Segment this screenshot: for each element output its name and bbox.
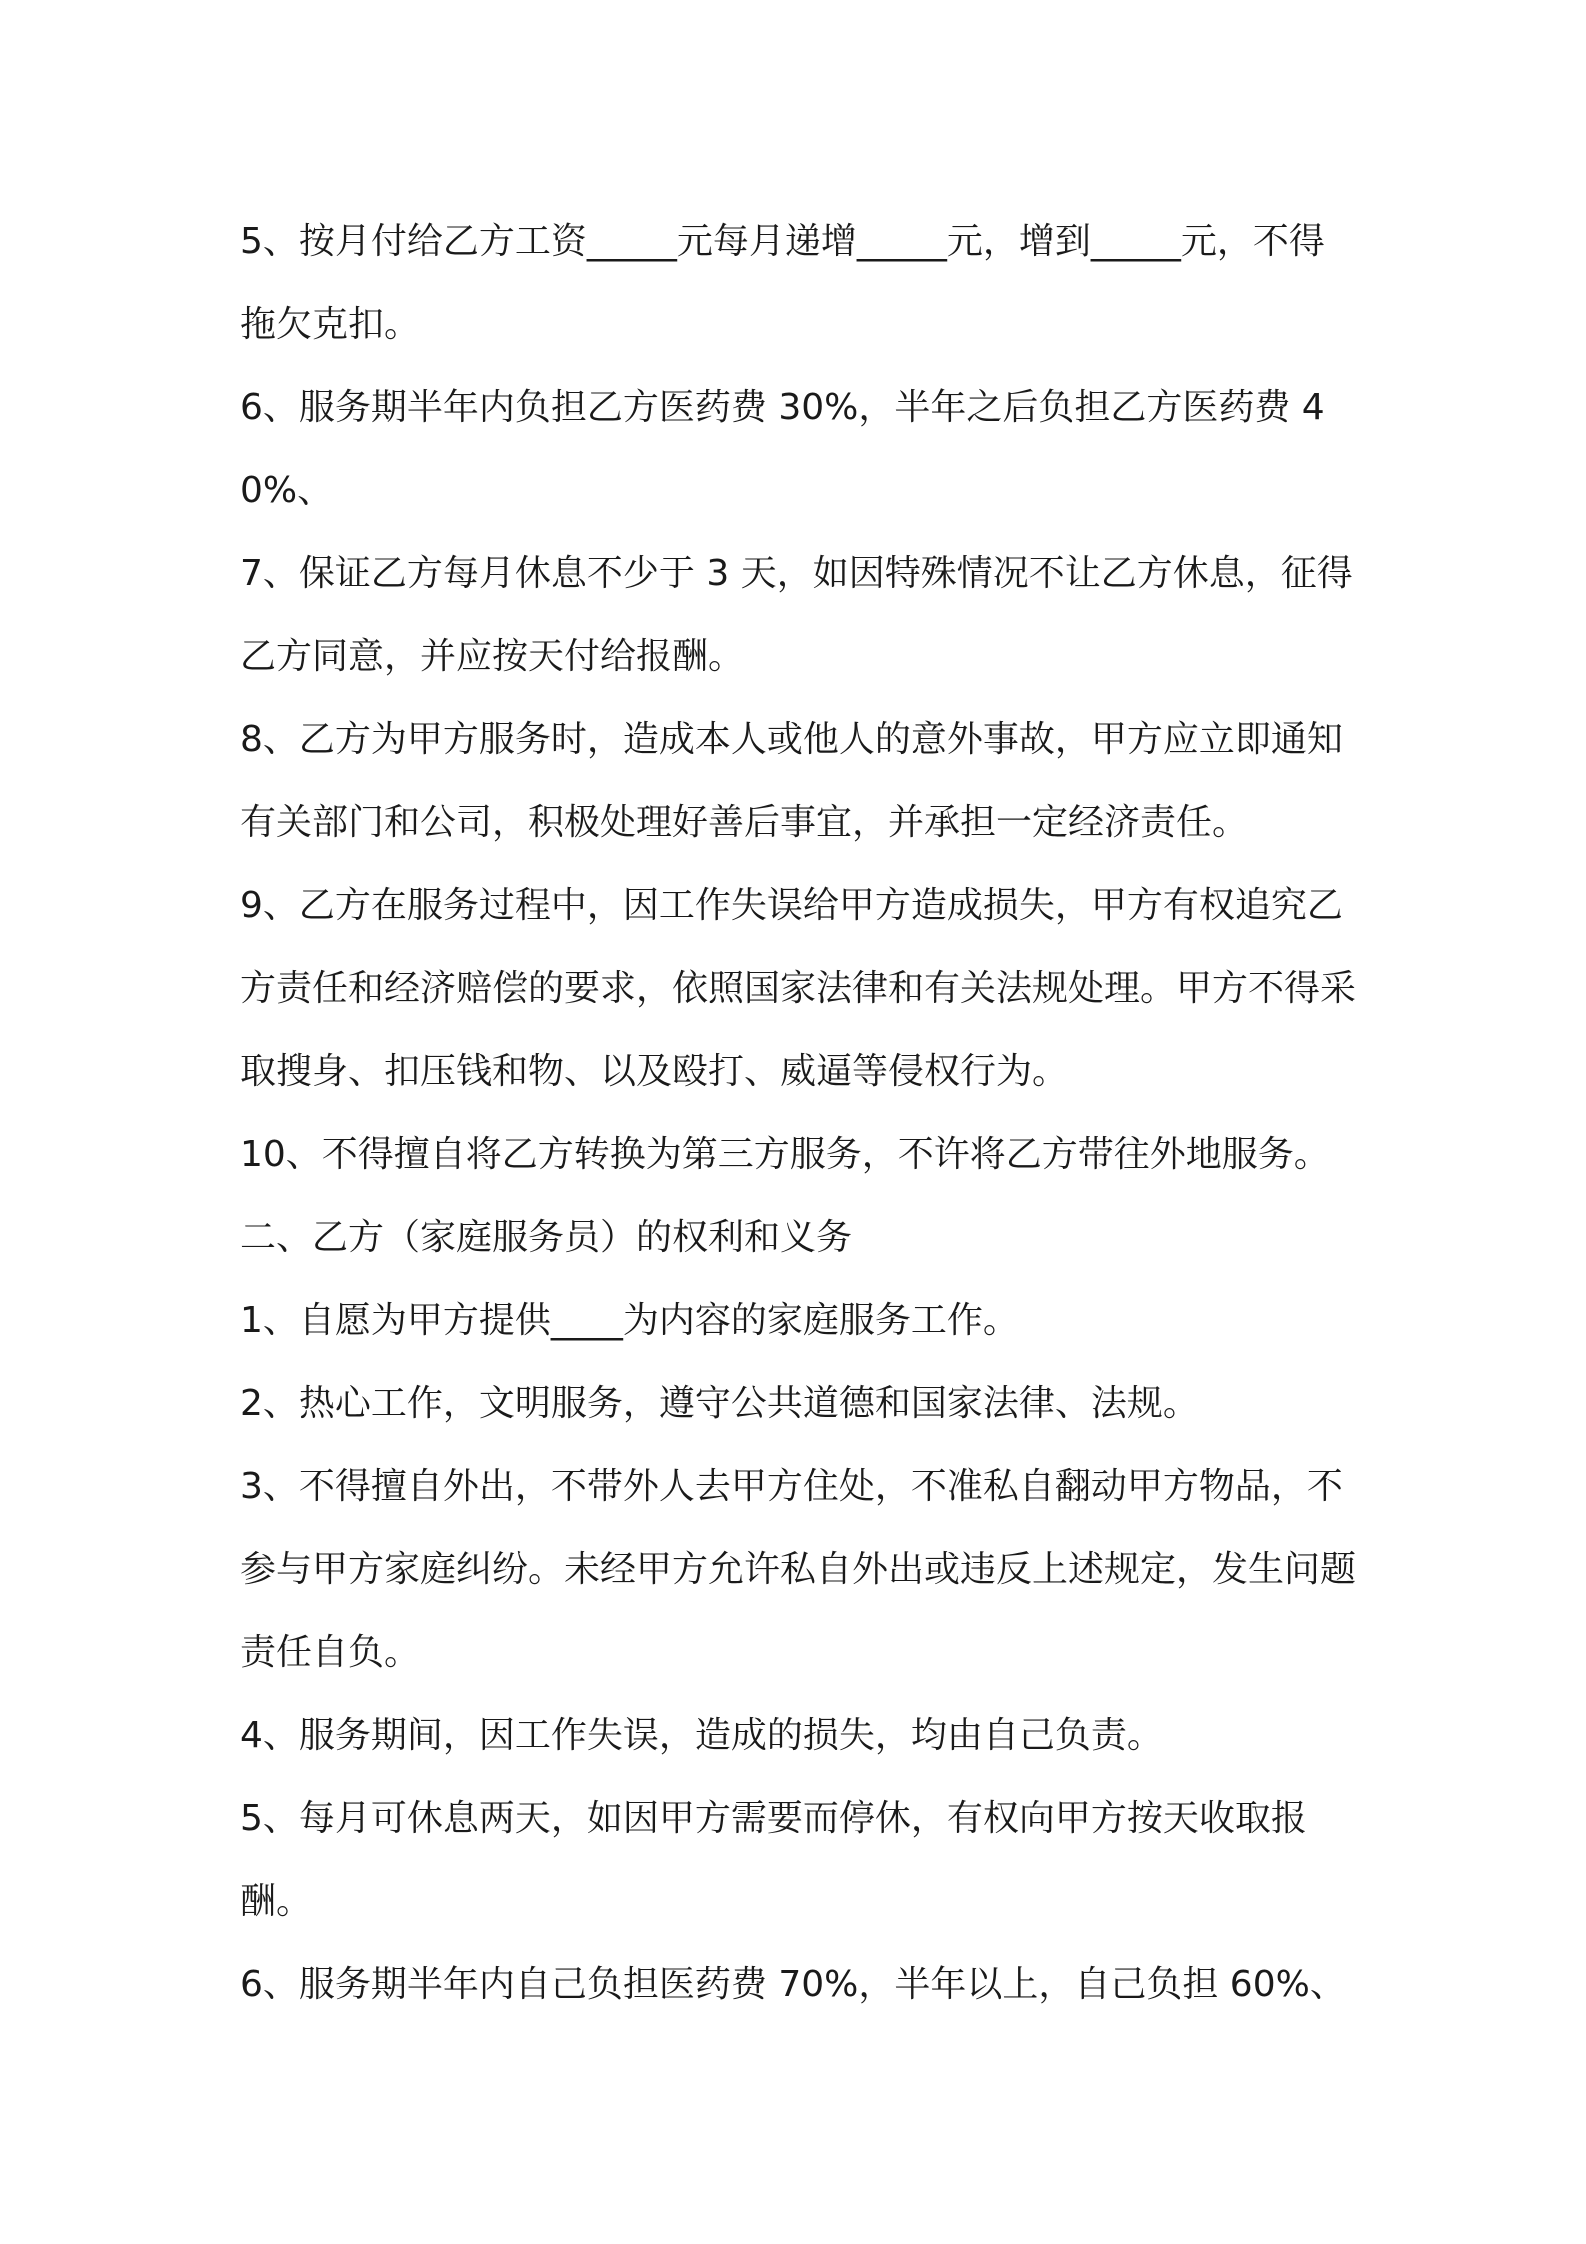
paragraph-item-10-transfer: 10、不得擅自将乙方转换为第三方服务，不许将乙方带往外地服务。 (240, 1134, 1330, 1175)
document-body (240, 200, 1360, 2026)
paragraph-item-9-losses: 9、乙方在服务过程中，因工作失误给甲方造成损失，甲方有权追究乙方责任和经济赔偿的要求，依照国家法律和有关法规处理。甲方不得采取搜身、扣压钱和物、以及殴打、威逼等侵权行为。 (240, 885, 1357, 1092)
paragraph-item-5-wage: 5、按月付给乙方工资_____元每月递增_____元，增到_____元，不得拖欠克扣。 (240, 221, 1325, 345)
paragraph-b-item-5-rest: 5、每月可休息两天，如因甲方需要而停休，有权向甲方按天收取报酬。 (240, 1798, 1307, 1922)
paragraph-b-item-2-conduct: 2、热心工作，文明服务，遵守公共道德和国家法律、法规。 (240, 1383, 1199, 1424)
paragraph-item-8-accident: 8、乙方为甲方服务时，造成本人或他人的意外事故，甲方应立即通知有关部门和公司，积极处理好善后事宜，并承担一定经济责任。 (240, 719, 1343, 843)
paragraph-item-7-rest-days: 7、保证乙方每月休息不少于 3 天，如因特殊情况不让乙方休息，征得乙方同意，并应按天付给报酬。 (240, 553, 1353, 677)
paragraph-b-item-4-responsibility: 4、服务期间，因工作失误，造成的损失，均由自己负责。 (240, 1715, 1163, 1756)
section-heading-party-b: 二、乙方（家庭服务员）的权利和义务 (240, 1217, 853, 1258)
paragraph-b-item-6-medical: 6、服务期半年内自己负担医药费 70%，半年以上，自己负担 60%、 (240, 1964, 1346, 2005)
paragraph-b-item-1-service: 1、自愿为甲方提供____为内容的家庭服务工作。 (240, 1300, 1019, 1341)
paragraph-b-item-3-rules: 3、不得擅自外出，不带外人去甲方住处，不准私自翻动甲方物品，不参与甲方家庭纠纷。未经甲方允许私自外出或违反上述规定，发生问题责任自负。 (240, 1466, 1357, 1673)
paragraph-item-6-medical-employer: 6、服务期半年内负担乙方医药费 30%，半年之后负担乙方医药费 40%、 (240, 387, 1325, 511)
